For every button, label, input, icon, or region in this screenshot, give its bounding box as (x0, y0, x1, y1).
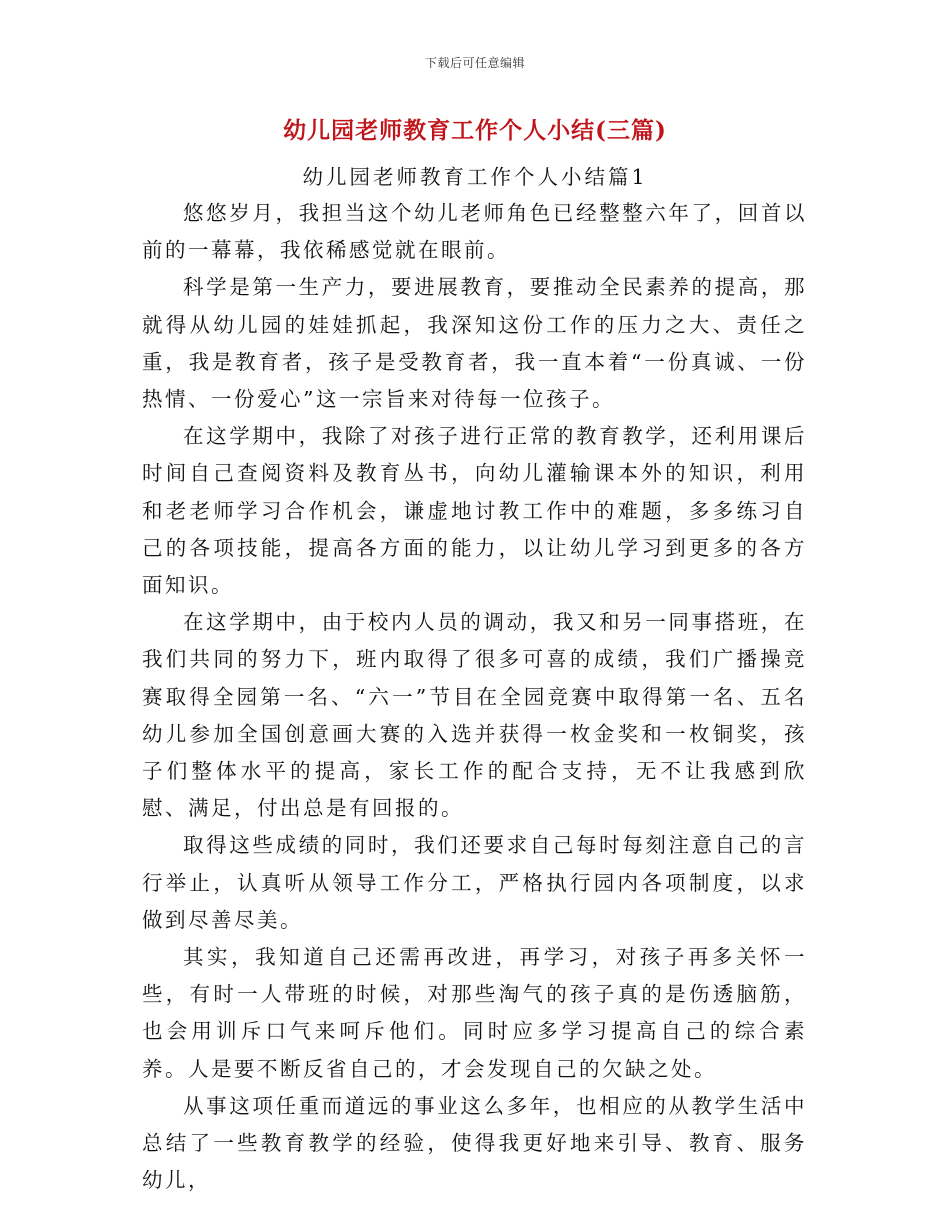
document-title: 幼儿园老师教育工作个人小结(三篇) (283, 117, 667, 144)
paragraph-1: 悠悠岁月，我担当这个幼儿老师角色已经整整六年了，回首以前的一幕幕，我依稀感觉就在眼前。 (142, 201, 807, 263)
header-note: 下载后可任意编辑 (424, 56, 525, 70)
paragraph-2: 科学是第一生产力，要进展教育，要推动全民素养的提高，那就得从幼儿园的娃娃抓起，我深知这份工作的压力之大、责任之重，我是教育者，孩子是受教育者，我一直本着“一份真诚、一份热情、一份爱心”这一宗旨来对待每一位孩子。 (142, 275, 807, 412)
paragraph-6: 其实，我知道自己还需再改进，再学习，对孩子再多关怀一些，有时一人带班的时候，对那些淘气的孩子真的是伤透脑筋，也会用训斥口气来呵斥他们。同时应多学习提高自己的综合素养。人是要不断反省自己的，才会发现自己的欠缺之处。 (142, 945, 807, 1081)
paragraph-4: 在这学期中，由于校内人员的调动，我又和另一同事搭班，在我们共同的努力下，班内取得了很多可喜的成绩，我们广播操竞赛取得全园第一名、“六一”节目在全园竞赛中取得第一名、五名幼儿参加全国创意画大赛的入选并获得一枚金奖和一枚铜奖，孩子们整体水平的提高，家长工作的配合支持，无不让我感到欣慰、满足，付出总是有回报的。 (142, 610, 807, 821)
paragraph-5: 取得这些成绩的同时，我们还要求自己每时每刻注意自己的言行举止，认真听从领导工作分工，严格执行园内各项制度，以求做到尽善尽美。 (142, 833, 807, 932)
paragraph-7: 从事这项任重而道远的事业这么多年，也相应的从教学生活中总结了一些教育教学的经验，使得我更好地来引导、教育、服务幼儿， (142, 1093, 807, 1193)
section-subtitle: 幼儿园老师教育工作个人小结篇1 (302, 165, 648, 189)
paragraph-3: 在这学期中，我除了对孩子进行正常的教育教学，还利用课后时间自己查阅资料及教育丛书，向幼儿灌输课本外的知识，利用和老老师学习合作机会，谦虚地讨教工作中的难题，多多练习自己的各项技能，提高各方面的能力，以让幼儿学习到更多的各方面知识。 (142, 424, 807, 598)
document-body (142, 195, 807, 1199)
